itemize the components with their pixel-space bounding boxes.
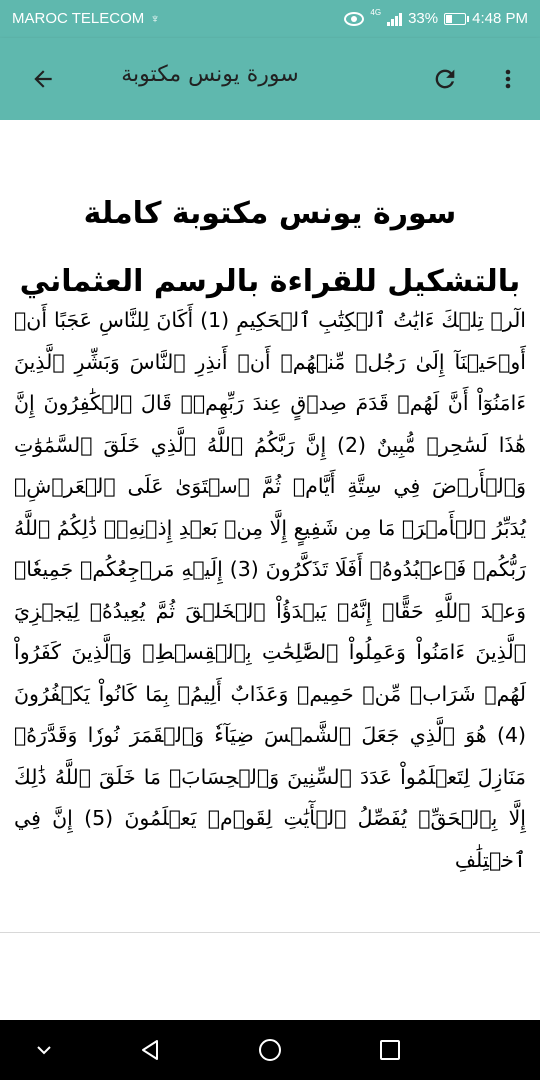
refresh-button[interactable] [424,58,466,100]
triangle-back-icon [138,1038,162,1062]
status-right [344,10,528,27]
nav-home-button[interactable] [248,1030,292,1070]
carrier-label: MAROC TELECOM [12,10,145,27]
network-type: 4G [370,8,382,17]
article-content[interactable] [0,120,540,932]
square-recents-icon [378,1038,402,1062]
surah-text: الٓرۚ تِلۡكَ ءَايَٰتُ ٱلۡكِتَٰبِ ٱلۡحَكِيمِ (1) أَكَانَ لِلنَّاسِ عَجَبًا أَنۡ أَوۡحَيۡنَآ إِلَىٰ رَجُلٖ مِّنۡهُمۡ أَنۡ أَنذِرِ ٱلنَّاسَ وَبَشِّرِ ٱلَّذِينَ ءَامَنُوٓاْ أَنَّ لَهُمۡ قَدَمَ صِدۡقٍ عِندَ رَبِّهِمۡۗ قَالَ ٱلۡكَٰفِرُونَ إِنَّ هَٰذَا لَسَٰحِرٞ مُّبِينٌ (2) إِنَّ رَبَّكُمُ ٱللَّهُ ٱلَّذِي خَلَقَ ٱلسَّمَٰوَٰتِ وَٱلۡأَرۡضَ فِي سِتَّةِ أَيَّامٖ ثُمَّ ٱسۡتَوَىٰ عَلَى ٱلۡعَرۡشِۖ يُدَبِّرُ ٱلۡأَمۡرَۖ مَا مِن شَفِيعٍ إِلَّا مِنۢ بَعۡدِ إِذۡنِهِۦۚ ذَٰلِكُمُ ٱللَّهُ رَبُّكُمۡ فَٱعۡبُدُوهُۚ أَفَلَا تَذَكَّرُونَ (3) إِلَيۡهِ مَرۡجِعُكُمۡ جَمِيعٗاۖ وَعۡدَ ٱللَّهِ حَقًّاۚ إِنَّهُۥ يَبۡدَؤُاْ ٱلۡخَلۡقَ ثُمَّ يُعِيدُهُۥ لِيَجۡزِيَ ٱلَّذِينَ ءَامَنُواْ وَعَمِلُواْ ٱلصَّٰلِحَٰتِ بِٱلۡقِسۡطِۚ وَٱلَّذِينَ كَفَرُواْ لَهُمۡ شَرَابٞ مِّنۡ حَمِيمٖ وَعَذَابٌ أَلِيمُۢ بِمَا كَانُواْ يَكۡفُرُونَ (4) هُوَ ٱلَّذِي جَعَلَ ٱلشَّمۡسَ ضِيَآءٗ وَٱلۡقَمَرَ نُورٗا وَقَدَّرَهُۥ مَنَازِلَ لِتَعۡلَمُواْ عَدَدَ ٱلسِّنِينَ وَٱلۡحِسَابَۚ مَا خَلَقَ ٱللَّهُ ذَٰلِكَ إِلَّا بِٱلۡحَقِّۚ يُفَصِّلُ ٱلۡأٓيَٰتِ لِقَوۡمٖ يَعۡلَمُونَ (5) إِنَّ فِي ٱخۡتِلَٰفِ [14,308,527,872]
nav-recents-button[interactable] [368,1030,412,1070]
signal-icon [387,12,402,26]
nav-collapse-button[interactable] [22,1030,66,1070]
eye-comfort-icon [344,12,364,26]
nav-back-button[interactable] [128,1030,172,1070]
circle-home-icon [257,1037,283,1063]
app-bar [0,38,540,120]
status-bar [0,0,540,38]
system-nav-bar [0,1020,540,1080]
status-left [12,10,160,27]
empty-footer-area [0,933,540,1020]
more-vert-icon [496,66,520,92]
arrow-back-icon [30,66,56,92]
refresh-icon [431,65,459,93]
article-heading: سورة يونس مكتوبة كاملة بالتشكيل للقراءة بالرسم العثماني [19,196,521,300]
clock: 4:48 PM [472,10,528,27]
back-button[interactable] [22,58,64,100]
overflow-menu-button[interactable] [488,58,528,100]
chevron-down-icon [34,1040,54,1060]
battery-icon [444,13,466,25]
page-title: سورة يونس مكتوبة [121,62,299,87]
usb-icon: ♆ [150,11,160,26]
battery-percent: 33% [408,10,439,27]
